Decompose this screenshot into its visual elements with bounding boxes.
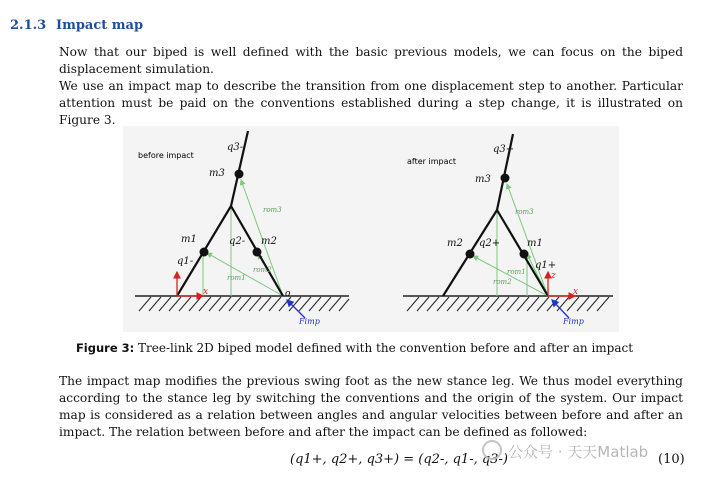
paragraph-3: The impact map modifies the previous swing foot as the new stance leg. We thus model everything according to the stance leg by switching the conventions and the origin of the system. Our impact map is considered as a relation between angles and angular velocities between before and after an impact. The relation between before and after the impact can be defined as followed: <box>59 374 683 439</box>
equation: (q1+, q2+, q3+) = (q2-, q1-, q3-) <box>290 452 508 467</box>
label-x: x <box>573 287 579 297</box>
impact-force-arrow <box>552 300 569 318</box>
label-rm2: rom2 <box>493 278 512 286</box>
label-origin: o <box>285 289 291 299</box>
label-force: Fimp <box>299 317 320 326</box>
equation-number: (10) <box>658 452 685 467</box>
mass-m2 <box>466 250 475 259</box>
watermark <box>482 440 648 462</box>
label-m3: m3 <box>475 174 491 185</box>
after-impact-label: after impact <box>407 157 456 166</box>
section-heading <box>10 18 143 33</box>
label-m2: m2 <box>261 236 277 247</box>
paragraph-2: We use an impact map to describe the transition from one displacement step to another. Particular attention must be paid on the conventions established during a step change, it is illustrated on Figure 3. <box>59 79 683 127</box>
label-q2: q2+ <box>479 238 501 249</box>
label-m2: m2 <box>447 238 463 249</box>
figure-caption <box>0 341 709 355</box>
wechat-icon <box>482 440 502 460</box>
biped-diagram <box>123 126 619 332</box>
ground-hatch <box>407 297 609 311</box>
figure-3 <box>123 126 619 332</box>
label-q2: q2- <box>229 236 246 247</box>
caption-label: Figure 3: <box>75 341 135 355</box>
section-number: 2.1.3 <box>10 18 47 33</box>
label-rm1: rom1 <box>507 268 526 276</box>
label-rm2: rom2 <box>253 266 272 274</box>
label-q1: q1+ <box>535 260 557 271</box>
label-rm3: rom3 <box>515 208 534 216</box>
section-title: Impact map <box>56 18 144 33</box>
mass-m1 <box>200 248 209 257</box>
label-q1: q1- <box>177 256 194 267</box>
label-m1: m1 <box>527 238 543 249</box>
watermark-text: 公众号 · 天天Matlab <box>508 443 649 461</box>
mass-m1 <box>520 250 529 259</box>
label-x: x <box>203 287 209 297</box>
mass-m3 <box>501 174 510 183</box>
paragraph-1: Now that our biped is well defined with the basic previous models, we can focus on the biped displacement simulation. <box>59 45 683 76</box>
label-rm3: rom3 <box>263 206 282 214</box>
ground-hatch <box>139 297 349 311</box>
label-m3: m3 <box>209 168 225 179</box>
after-impact-panel <box>403 134 613 326</box>
label-force: Fimp <box>563 317 584 326</box>
mass-m3 <box>235 170 244 179</box>
before-impact-panel <box>135 131 349 326</box>
label-z: z <box>551 271 556 281</box>
label-q3: q3+ <box>493 144 515 155</box>
label-rm1: rom1 <box>227 274 246 282</box>
before-impact-label: before impact <box>138 151 194 160</box>
label-q3: q3- <box>227 142 244 153</box>
mass-m2 <box>253 248 262 257</box>
label-m1: m1 <box>181 234 197 245</box>
caption-text: Tree-link 2D biped model defined with the convention before and after an impact <box>134 341 634 355</box>
